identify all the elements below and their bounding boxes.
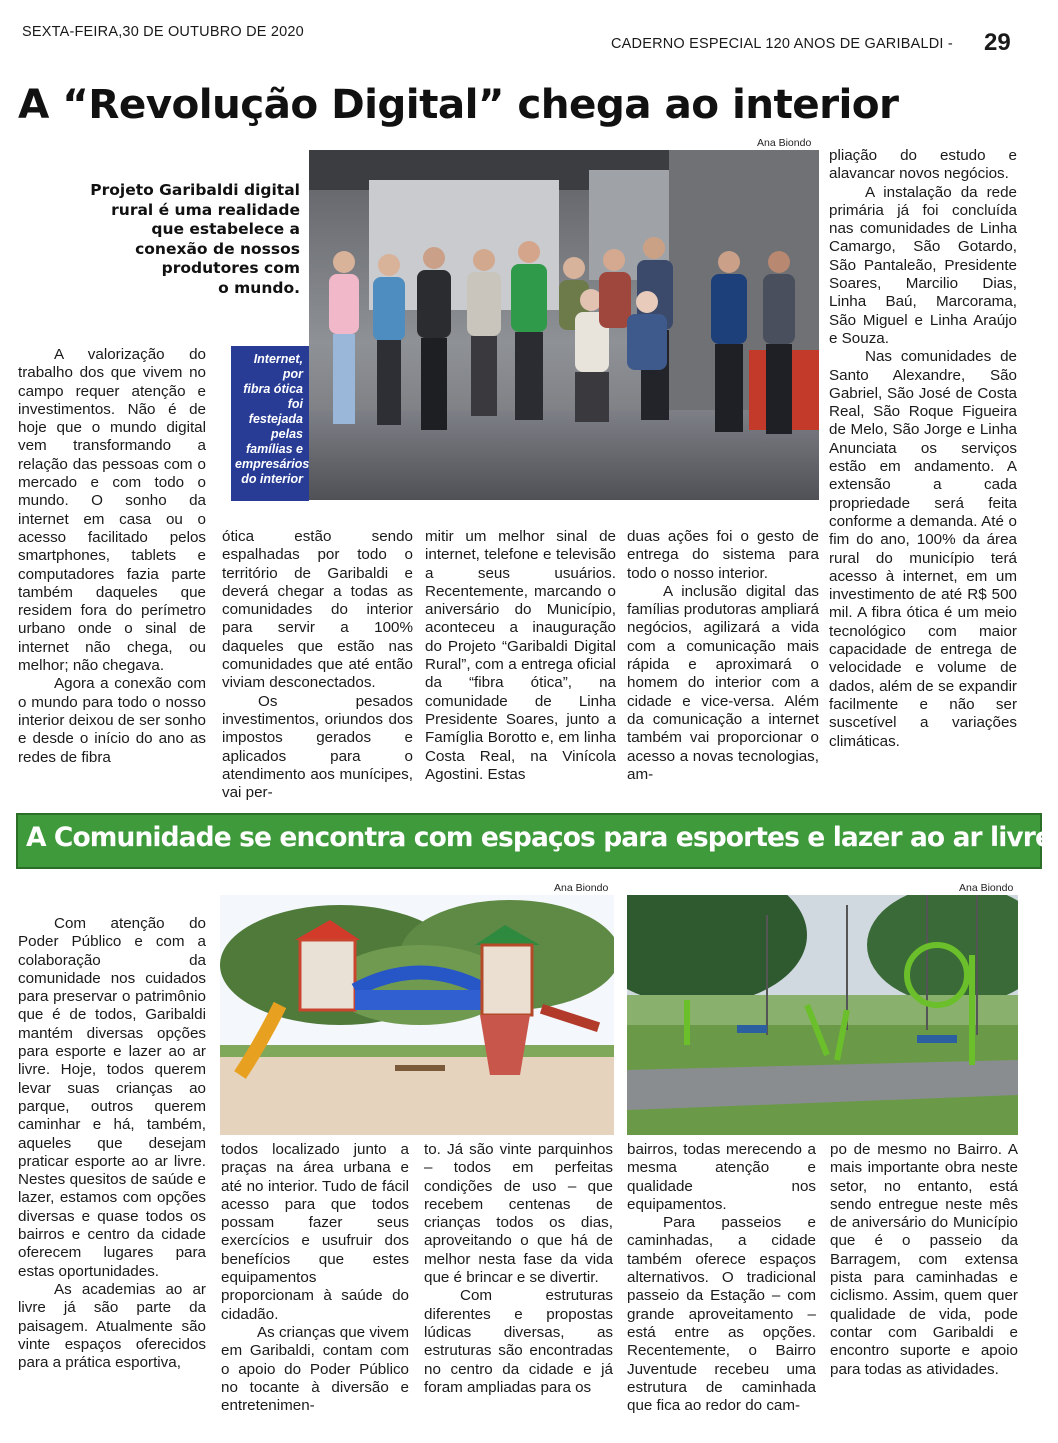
article1-column-2 <box>222 528 413 802</box>
article1-column-1 <box>18 346 206 767</box>
photo-credit-2: Ana Biondo <box>959 882 1014 894</box>
paragraph: As academias ao ar livre já são parte da paisagem. Atualmente são vinte espaços oferecidos para a prática esportiva, <box>18 1280 206 1372</box>
paragraph: po de mesmo no Bairro. A mais importante obra neste setor, no entanto, está sendo entregue neste mês de aniversário do Município que é o passeio da Barragem, com extensa pista para caminhadas e ciclismo. Assim, quem quer qualidade de vida, pode contar com Garibaldi e encontro suporte e apoio para todas as atividades. <box>830 1141 1018 1378</box>
article1-column-3 <box>425 528 616 784</box>
article1-headline: A “Revolução Digital” chega ao interior <box>18 80 899 128</box>
article1-lead <box>90 181 300 298</box>
article2-banner <box>16 813 1053 869</box>
caption-line: empresários <box>235 457 310 471</box>
paragraph: A inclusão digital das famílias produtoras ampliará negócios, agilizará a vida com a comunicação mais rápida e aproximará o homem do interior com a cidade e vice-versa. Além da comunicação a internet também vai proporcionar o acesso a novas tecnologias, am- <box>627 582 819 783</box>
photo-caption <box>231 346 309 501</box>
celebration-photo-illustration <box>309 150 819 500</box>
lead-line: rural é uma realidade <box>111 200 300 219</box>
celebration-photo <box>309 150 819 500</box>
caption-line: Internet, por <box>253 352 303 381</box>
lead-line: que estabelece a <box>151 220 300 238</box>
playground-photo-illustration <box>220 895 614 1135</box>
paragraph: to. Já são vinte parquinhos – todos em perfeitas condições de uso – que recebem centenas de crianças todos os dias, aproveitando o que há de melhor nesta fase da vida que é brincar e se divertir. <box>424 1141 613 1287</box>
article2-column-1 <box>18 915 206 1372</box>
page-number: 29 <box>984 29 1011 56</box>
outdoor-gym-photo-illustration <box>627 895 1018 1135</box>
paragraph: A instalação da rede primária já foi concluída nas comunidades de Linha Camargo, São Gotardo, São Pantaleão, Presidente Soares, Marcilio Dias, Linha Baú, Marcorama, São Miguel e Linha Araújo e Souza. <box>829 183 1017 347</box>
article2-column-3 <box>424 1141 613 1397</box>
caption-line: foi festejada <box>248 397 303 426</box>
paragraph: Nas comunidades de Santo Alexandre, São Gabriel, São José de Costa Real, São Roque Figueira de Melo, São Jorge e Linha Anunciata os serviços estão em andamento. A extensão a cada propriedade será feita conforme a demanda. Até o fim do ano, 100% da área rural do município terá acesso à internet, em um investimento de até R$ 500 mil. A fibra ótica é um meio tecnológico com maior capacidade de entrega de velocidade e volume de dados, além de se expandir facilmente e não ser suscetível a variações climáticas. <box>829 348 1017 750</box>
paragraph: duas ações foi o gesto de entrega do sistema para todo o nosso interior. <box>627 528 819 582</box>
lead-line: conexão de nossos <box>135 239 300 258</box>
lead-line: Projeto Garibaldi digital <box>90 181 300 199</box>
article1-column-4 <box>627 528 819 784</box>
paragraph: Para passeios e caminhadas, a cidade também oferece espaços alternativos. O tradicional passeio da Estação – com grande aproveitamento – está entre as opções. Recentemente, o Bairro Juventude recebeu uma estrutura de caminhada que fica ao redor do cam- <box>627 1214 816 1415</box>
paragraph: ótica estão sendo espalhadas por todo o território de Garibaldi e deverá chegar a todas as comunidades do interior para servir a 100% daqueles que estão nas comunidades que até então viviam desconectados. <box>222 528 413 692</box>
article2-column-4 <box>627 1141 816 1415</box>
section-name: CADERNO ESPECIAL 120 ANOS DE GARIBALDI - <box>611 36 953 52</box>
paragraph: mitir um melhor sinal de internet, telefone e televisão a seus usuários. Recentemente, marcando o aniversário do Município, aconteceu a inauguração do Projeto “Garibaldi Digital Rural”, com a entrega oficial da “fibra ótica”, na comunidade de Linha Presidente Soares, junto a Famíglia Borotto e, em linha Costa Real, na Vinícola Agostini. Estas <box>425 528 616 783</box>
playground-photo <box>220 895 614 1135</box>
paragraph: pliação do estudo e alavancar novos negócios. <box>829 147 1017 183</box>
photo-credit-1: Ana Biondo <box>554 882 609 894</box>
outdoor-gym-photo <box>627 895 1018 1135</box>
photo-credit: Ana Biondo <box>757 137 812 149</box>
paragraph: A valorização do trabalho dos que vivem no campo requer atenção e investimentos. Não é de hoje que o mundo digital vem transformando a relação das pessoas com o mercado e com todo o mundo. O sonho da internet em casa ou o acesso facilitado pelos smartphones, tablets e computadores fazia parte também daqueles que residem fora do perímetro urbano onde o sinal de internet não chega, ou melhor; não chegava. <box>18 346 206 675</box>
paragraph: Agora a conexão com o mundo para todo o nosso interior deixou de ser sonho e desde o início do ano as redes de fibra <box>18 675 206 766</box>
article2-column-5 <box>830 1141 1018 1379</box>
lead-line: o mundo. <box>218 278 300 297</box>
caption-line: do interior <box>241 472 303 486</box>
article2-column-2 <box>221 1141 409 1415</box>
article2-headline: A Comunidade se encontra com espaços para esportes e lazer ao ar livre <box>26 822 1053 853</box>
caption-line: famílias e <box>246 442 303 456</box>
issue-date: SEXTA-FEIRA,30 DE OUTUBRO DE 2020 <box>22 24 304 40</box>
caption-line: pelas <box>271 427 303 441</box>
paragraph: Com atenção do Poder Público e com a colaboração da comunidade nos cuidados para preservar o patrimônio que é de todos, Garibaldi mantém diversas opções para esporte e lazer ao ar livre. Hoje, todos querem levar suas crianças ao parque, outros querem caminhar e há, também, aqueles que desejam praticar esporte ao ar livre. Nestes quesitos de saúde e lazer, estamos com opções diversas e quase todos os bairros e centro da cidade oferecem lugares para estas oportunidades. <box>18 915 206 1280</box>
paragraph: Os pesados investimentos, oriundos dos impostos gerados e aplicados para o atendimento aos munícipes, vai per- <box>222 692 413 802</box>
paragraph: As crianças que vivem em Garibaldi, contam com o apoio do Poder Público no tocante à diversão e entretenimen- <box>221 1323 409 1415</box>
article1-column-5 <box>829 147 1017 751</box>
lead-line: produtores com <box>161 259 300 277</box>
paragraph: Com estruturas diferentes e propostas lúdicas diversas, as estruturas são encontradas no centro da cidade e já foram ampliadas para os <box>424 1287 613 1396</box>
caption-line: fibra ótica <box>243 382 303 396</box>
paragraph: todos localizado junto a praças na área urbana e até no interior. Tudo de fácil acesso para que todos possam fazer seus exercícios e usufruir dos benefícios que estes equipamentos proporcionam à saúde do cidadão. <box>221 1141 409 1323</box>
paragraph: bairros, todas merecendo a mesma atenção e qualidade nos equipamentos. <box>627 1141 816 1213</box>
